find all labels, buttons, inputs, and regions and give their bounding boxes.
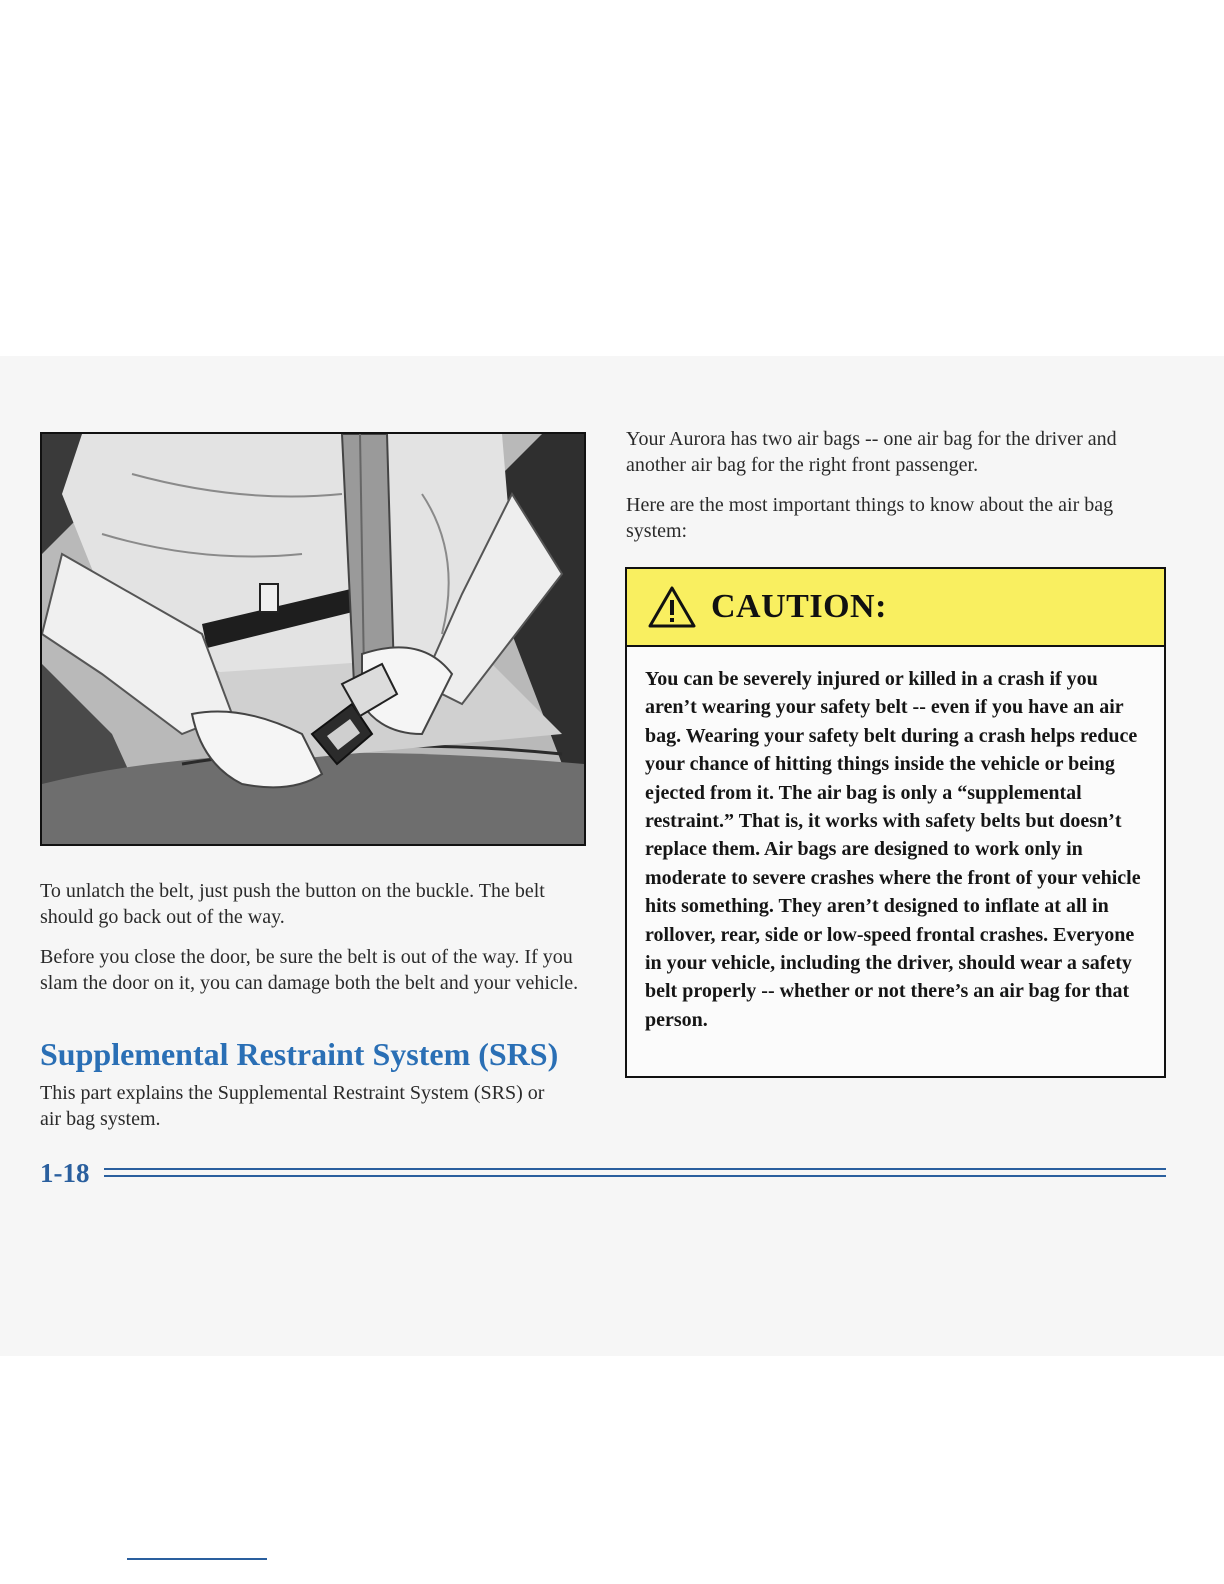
warning-triangle-icon (647, 585, 697, 629)
caution-box (625, 567, 1166, 1078)
caution-text: You can be severely injured or killed in a crash if you aren’t wearing your safety belt -- even if you have an air bag. Wearing your safety belt during a crash helps reduce your chance of hitting things inside the vehicle or being ejected from it. The air bag is only a “supplemental restraint.” That is, it works with safety belts but doesn’t replace them. Air bags are designed to work only in moderate to severe crashes where the front of your vehicle hits something. They aren’t designed to inflate at all in rollover, rear, side or low-speed frontal crashes. Everyone in your vehicle, including the driver, should wear a safety belt properly -- whether or not there’s an air bag for that person. (645, 668, 1141, 1031)
srs-intro-paragraph: This part explains the Supplemental Restraint System (SRS) or air bag system. (40, 1082, 545, 1130)
door-paragraph: Before you close the door, be sure the belt is out of the way. If you slam the door on it, you can damage both the belt and your vehicle. (40, 946, 579, 994)
air-bags-paragraph: Your Aurora has two air bags -- one air bag for the driver and another air bag for the right front passenger. (626, 428, 1117, 476)
section-heading: Supplemental Restraint System (SRS) (40, 1036, 559, 1072)
bottom-divider (127, 1558, 267, 1560)
important-things-paragraph: Here are the most important things to know about the air bag system: (626, 494, 1114, 542)
caution-header (627, 569, 1164, 647)
caution-title: CAUTION: (711, 588, 887, 625)
page-number: 1-18 (40, 1158, 90, 1188)
seat-belt-buckle-illustration (40, 432, 586, 846)
unlatch-paragraph: To unlatch the belt, just push the button on the buckle. The belt should go back out of the way. (40, 880, 545, 928)
illustration-drawing (42, 434, 584, 844)
footer-rule (104, 1168, 1166, 1177)
